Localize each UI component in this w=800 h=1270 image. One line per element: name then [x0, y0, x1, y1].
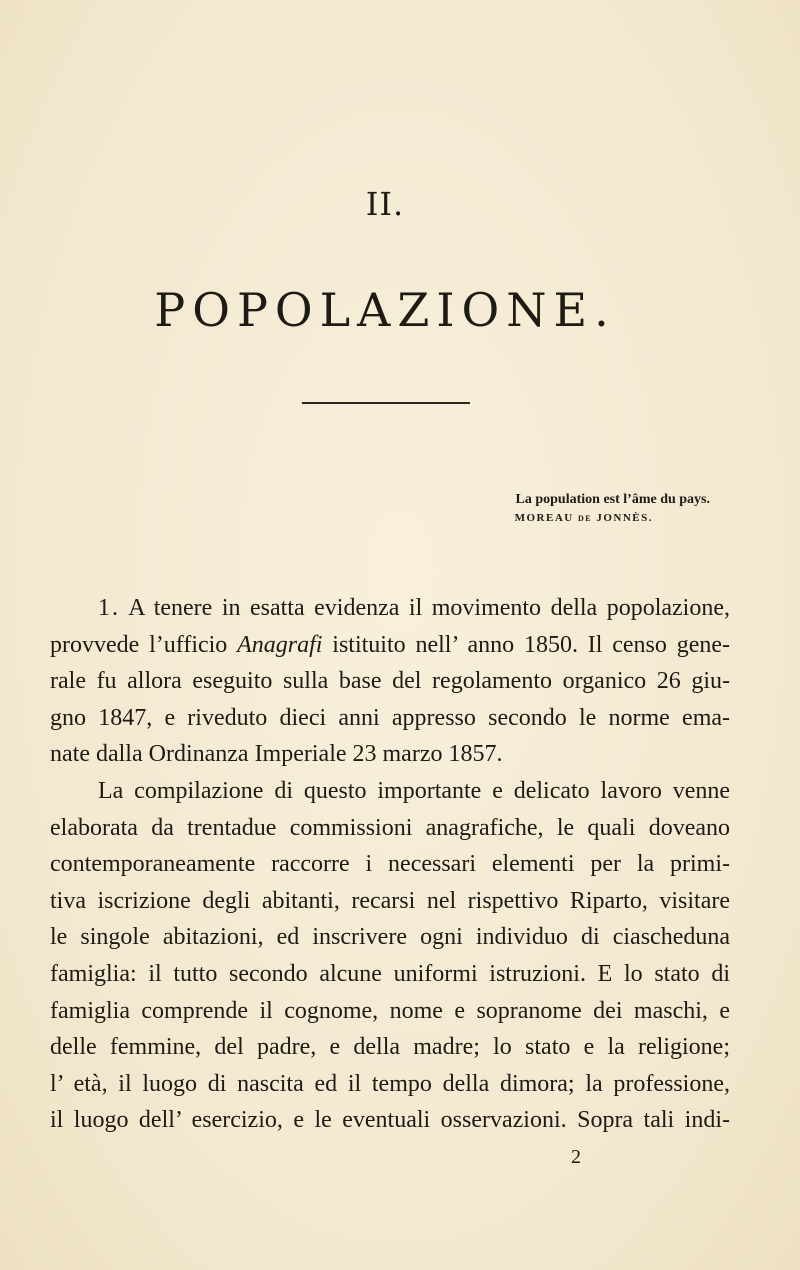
- epigraph-quote: La population est l’âme du pays.: [515, 492, 710, 507]
- anagrafi-italic: Anagrafi: [237, 631, 323, 658]
- paragraph-1-line: [50, 590, 730, 627]
- epigraph: [300, 490, 710, 527]
- paragraph-1-line-text: A tenere in esatta evidenza il movimento della popolazione,: [128, 595, 730, 621]
- paragraph-2-line: l’ età, il luogo di nascita ed il tempo della dimora; la professione,: [50, 1070, 730, 1097]
- paragraph-1-line-text: provvede l’ufficio: [50, 631, 238, 658]
- epigraph-author-particle: DE: [577, 514, 593, 523]
- paragraph-1-line: rale fu allora eseguito sulla base del regolamento organico 26 giu-: [50, 668, 730, 695]
- epigraph-author-last: JONNÈS.: [596, 512, 653, 524]
- body-text: [50, 590, 730, 1139]
- paragraph-2-line: La compilazione di questo importante e delicato lavoro venne: [98, 777, 730, 804]
- paragraph-2-line: famiglia: il tutto secondo alcune uniformi istruzioni. E lo stato di: [50, 960, 730, 987]
- paragraph-2-line: tiva iscrizione degli abitanti, recarsi nel rispettivo Riparto, visitare: [50, 887, 730, 914]
- paragraph-2-line: contemporaneamente raccorre i necessari elementi per la primi-: [50, 851, 730, 878]
- paragraph-2-line: delle femmine, del padre, e della madre; lo stato e la religione;: [50, 1034, 730, 1061]
- signature-mark: 2: [571, 1146, 581, 1168]
- section-divider: [302, 402, 470, 404]
- paragraph-2-line: il luogo dell’ esercizio, e le eventuali osservazioni. Sopra tali indi-: [50, 1107, 730, 1134]
- paragraph-2-line: elaborata da trentadue commissioni anagrafiche, le quali doveano: [50, 814, 730, 841]
- chapter-title: POPOLAZIONE.: [154, 283, 616, 337]
- paragraph-number: 1.: [98, 595, 120, 621]
- paragraph-2-line: famiglia comprende il cognome, nome e sopranome dei maschi, e: [50, 997, 730, 1024]
- paragraph-2-line: le singole abitazioni, ed inscrivere ogni individuo di ciascheduna: [50, 924, 730, 951]
- chapter-number: II.: [365, 185, 405, 223]
- epigraph-author: [300, 510, 653, 527]
- paragraph-1-line-text: istituito nell’ anno 1850. Il censo gene-: [322, 631, 730, 658]
- paragraph-1-line: nate dalla Ordinanza Imperiale 23 marzo 1857.: [50, 741, 503, 768]
- paragraph-1-line: [50, 627, 730, 664]
- epigraph-author-first: MOREAU: [514, 512, 574, 524]
- paragraph-1-line: gno 1847, e riveduto dieci anni appresso secondo le norme ema-: [50, 704, 730, 731]
